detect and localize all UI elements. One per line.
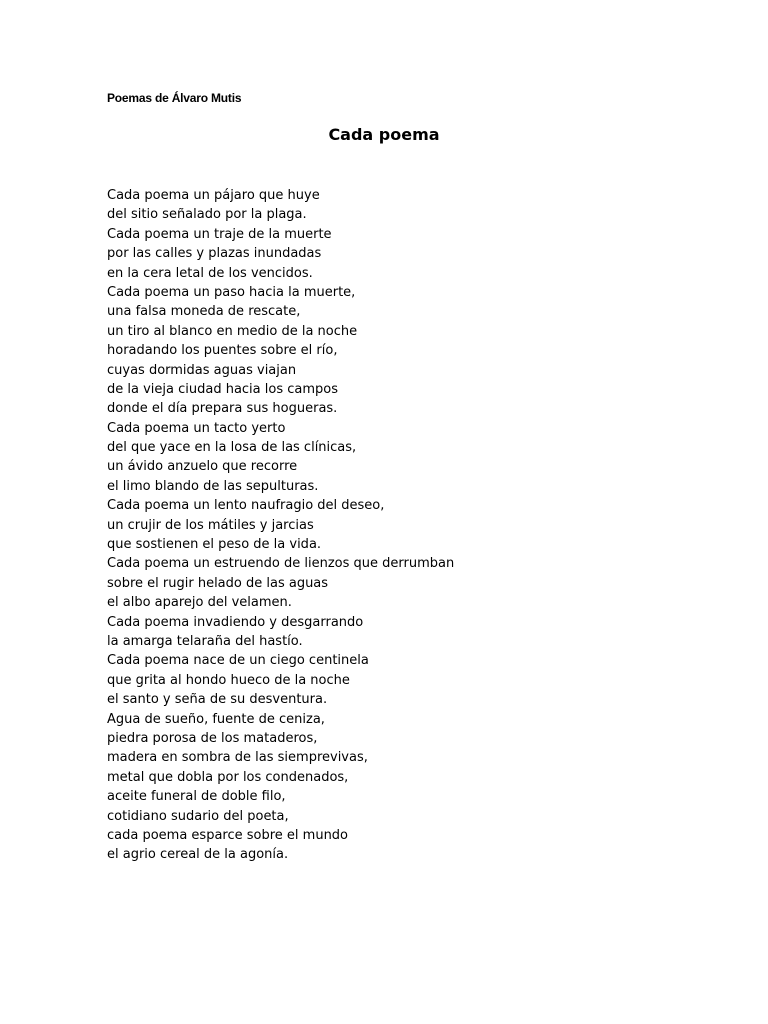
poem-title: Cada poema <box>328 125 440 144</box>
poem-line: la amarga telaraña del hastío. <box>107 633 303 649</box>
poem-line: piedra porosa de los mataderos, <box>107 730 318 746</box>
poem-line: Cada poema un lento naufragio del deseo, <box>107 498 385 514</box>
poem-line: el agrio cereal de la agonía. <box>107 847 289 863</box>
document-header: Poemas de Álvaro Mutis <box>107 91 242 105</box>
poem-body <box>107 186 454 865</box>
poem-line: Cada poema nace de un ciego centinela <box>107 653 369 669</box>
poem-line: en la cera letal de los vencidos. <box>107 265 313 281</box>
poem-line: un ávido anzuelo que recorre <box>107 459 298 475</box>
poem-line: metal que dobla por los condenados, <box>107 769 349 785</box>
poem-line: horadando los puentes sobre el río, <box>107 343 338 359</box>
poem-line: Cada poema un traje de la muerte <box>107 226 332 242</box>
poem-line: cada poema esparce sobre el mundo <box>107 827 349 843</box>
poem-line: de la vieja ciudad hacia los campos <box>107 381 338 397</box>
poem-line: el santo y seña de su desventura. <box>107 692 328 708</box>
poem-line: Cada poema un tacto yerto <box>107 420 286 436</box>
poem-line: por las calles y plazas inundadas <box>107 246 322 262</box>
poem-line: el limo blando de las sepulturas. <box>107 478 319 494</box>
poem-line: Cada poema un pájaro que huye <box>107 188 320 203</box>
poem-line: sobre el rugir helado de las aguas <box>107 575 329 591</box>
poem-line: Cada poema invadiendo y desgarrando <box>107 614 364 630</box>
poem-line: aceite funeral de doble filo, <box>107 789 286 805</box>
poem-line: un tiro al blanco en medio de la noche <box>107 323 358 339</box>
poem-line: cuyas dormidas aguas viajan <box>107 362 297 378</box>
poem-line: una falsa moneda de rescate, <box>107 304 301 320</box>
poem-line: del sitio señalado por la plaga. <box>107 207 307 223</box>
poem-line: Cada poema un paso hacia la muerte, <box>107 284 356 300</box>
poem-line: Cada poema un estruendo de lienzos que derrumban <box>107 556 455 572</box>
poem-line: Agua de sueño, fuente de ceniza, <box>107 711 325 727</box>
poem-line: del que yace en la losa de las clínicas, <box>107 440 357 456</box>
poem-line: que sostienen el peso de la vida. <box>107 537 322 553</box>
poem-line: que grita al hondo hueco de la noche <box>107 672 350 688</box>
poem-line: donde el día prepara sus hogueras. <box>107 401 338 417</box>
poem-line: cotidiano sudario del poeta, <box>107 808 289 824</box>
poem-line: madera en sombra de las siemprevivas, <box>107 750 368 766</box>
poem-line: el albo aparejo del velamen. <box>107 595 292 611</box>
poem-line: un crujir de los mátiles y jarcias <box>107 517 314 533</box>
